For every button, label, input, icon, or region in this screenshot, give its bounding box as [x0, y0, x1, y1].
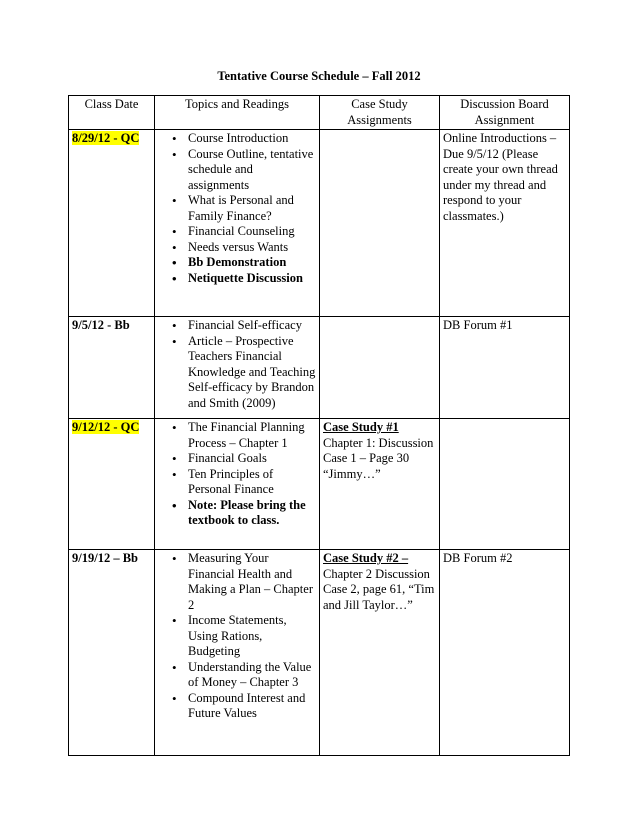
topic-item: • The Financial Planning Process – Chapter 1: [174, 420, 316, 451]
topic-item: • What is Personal and Family Finance?: [174, 193, 316, 224]
header-case-study: Case Study Assignments: [320, 96, 440, 130]
topic-item: • Ten Principles of Personal Finance: [174, 467, 316, 498]
date-label: 9/19/12 – Bb: [72, 551, 138, 565]
case-study-cell: [320, 317, 440, 419]
topic-list: [158, 551, 316, 722]
topic-item: • Financial Self-efficacy: [174, 318, 316, 334]
topic-item: • Understanding the Value of Money – Chapter 3: [174, 660, 316, 691]
date-label: 9/12/12 - QC: [72, 420, 140, 434]
topic-item: • Measuring Your Financial Health and Making a Plan – Chapter 2: [174, 551, 316, 613]
topic-item: • Financial Counseling: [174, 224, 316, 240]
topic-item: • Course Outline, tentative schedule and assignments: [174, 147, 316, 194]
date-cell: [69, 317, 155, 419]
table-row: [69, 419, 570, 550]
case-study-cell: [320, 550, 440, 756]
date-label: 8/29/12 - QC: [72, 131, 140, 145]
topic-item: • Income Statements, Using Rations, Budgeting: [174, 613, 316, 660]
topics-cell: [155, 419, 320, 550]
case-study-cell: [320, 419, 440, 550]
case-study-title: Case Study #2 –: [323, 551, 409, 565]
discussion-cell: Online Introductions – Due 9/5/12 (Please create your own thread under my thread and respond to your classmates.): [440, 130, 570, 317]
header-class-date: Class Date: [69, 96, 155, 130]
date-label: 9/5/12 - Bb: [72, 318, 130, 332]
table-row: [69, 130, 570, 317]
topics-cell: [155, 550, 320, 756]
case-study-text: Chapter 2 Discussion Case 2, page 61, “Tim and Jill Taylor…”: [323, 566, 435, 612]
topic-item: • Financial Goals: [174, 451, 316, 467]
topic-item: • Note: Please bring the textbook to class.: [174, 498, 316, 529]
page-title: Tentative Course Schedule – Fall 2012: [217, 69, 421, 83]
date-cell: [69, 550, 155, 756]
topics-cell: [155, 317, 320, 419]
discussion-cell: DB Forum #1: [440, 317, 570, 419]
table-header-row: [69, 96, 570, 130]
date-cell: [69, 419, 155, 550]
topic-item: • Bb Demonstration: [174, 255, 316, 271]
table-row: [69, 317, 570, 419]
case-study-text: Chapter 1: Discussion Case 1 – Page 30 “Jimmy…”: [323, 435, 434, 481]
topic-item: • Compound Interest and Future Values: [174, 691, 316, 722]
date-cell: [69, 130, 155, 317]
case-study-cell: [320, 130, 440, 317]
header-topics: Topics and Readings: [155, 96, 320, 130]
case-study-title: Case Study #1: [323, 420, 399, 434]
table-row: [69, 550, 570, 756]
discussion-cell: [440, 419, 570, 550]
topic-item: • Course Introduction: [174, 131, 316, 147]
schedule-table: [68, 95, 570, 756]
discussion-cell: DB Forum #2: [440, 550, 570, 756]
topics-cell: [155, 130, 320, 317]
topic-item: • Needs versus Wants: [174, 240, 316, 256]
topic-list: [158, 318, 316, 411]
topic-item: • Article – Prospective Teachers Financial Knowledge and Teaching Self-efficacy by Brandon and Smith (2009): [174, 334, 316, 412]
topic-list: [158, 420, 316, 529]
topic-item: • Netiquette Discussion: [174, 271, 316, 287]
topic-list: [158, 131, 316, 286]
header-discussion: Discussion Board Assignment: [440, 96, 570, 130]
